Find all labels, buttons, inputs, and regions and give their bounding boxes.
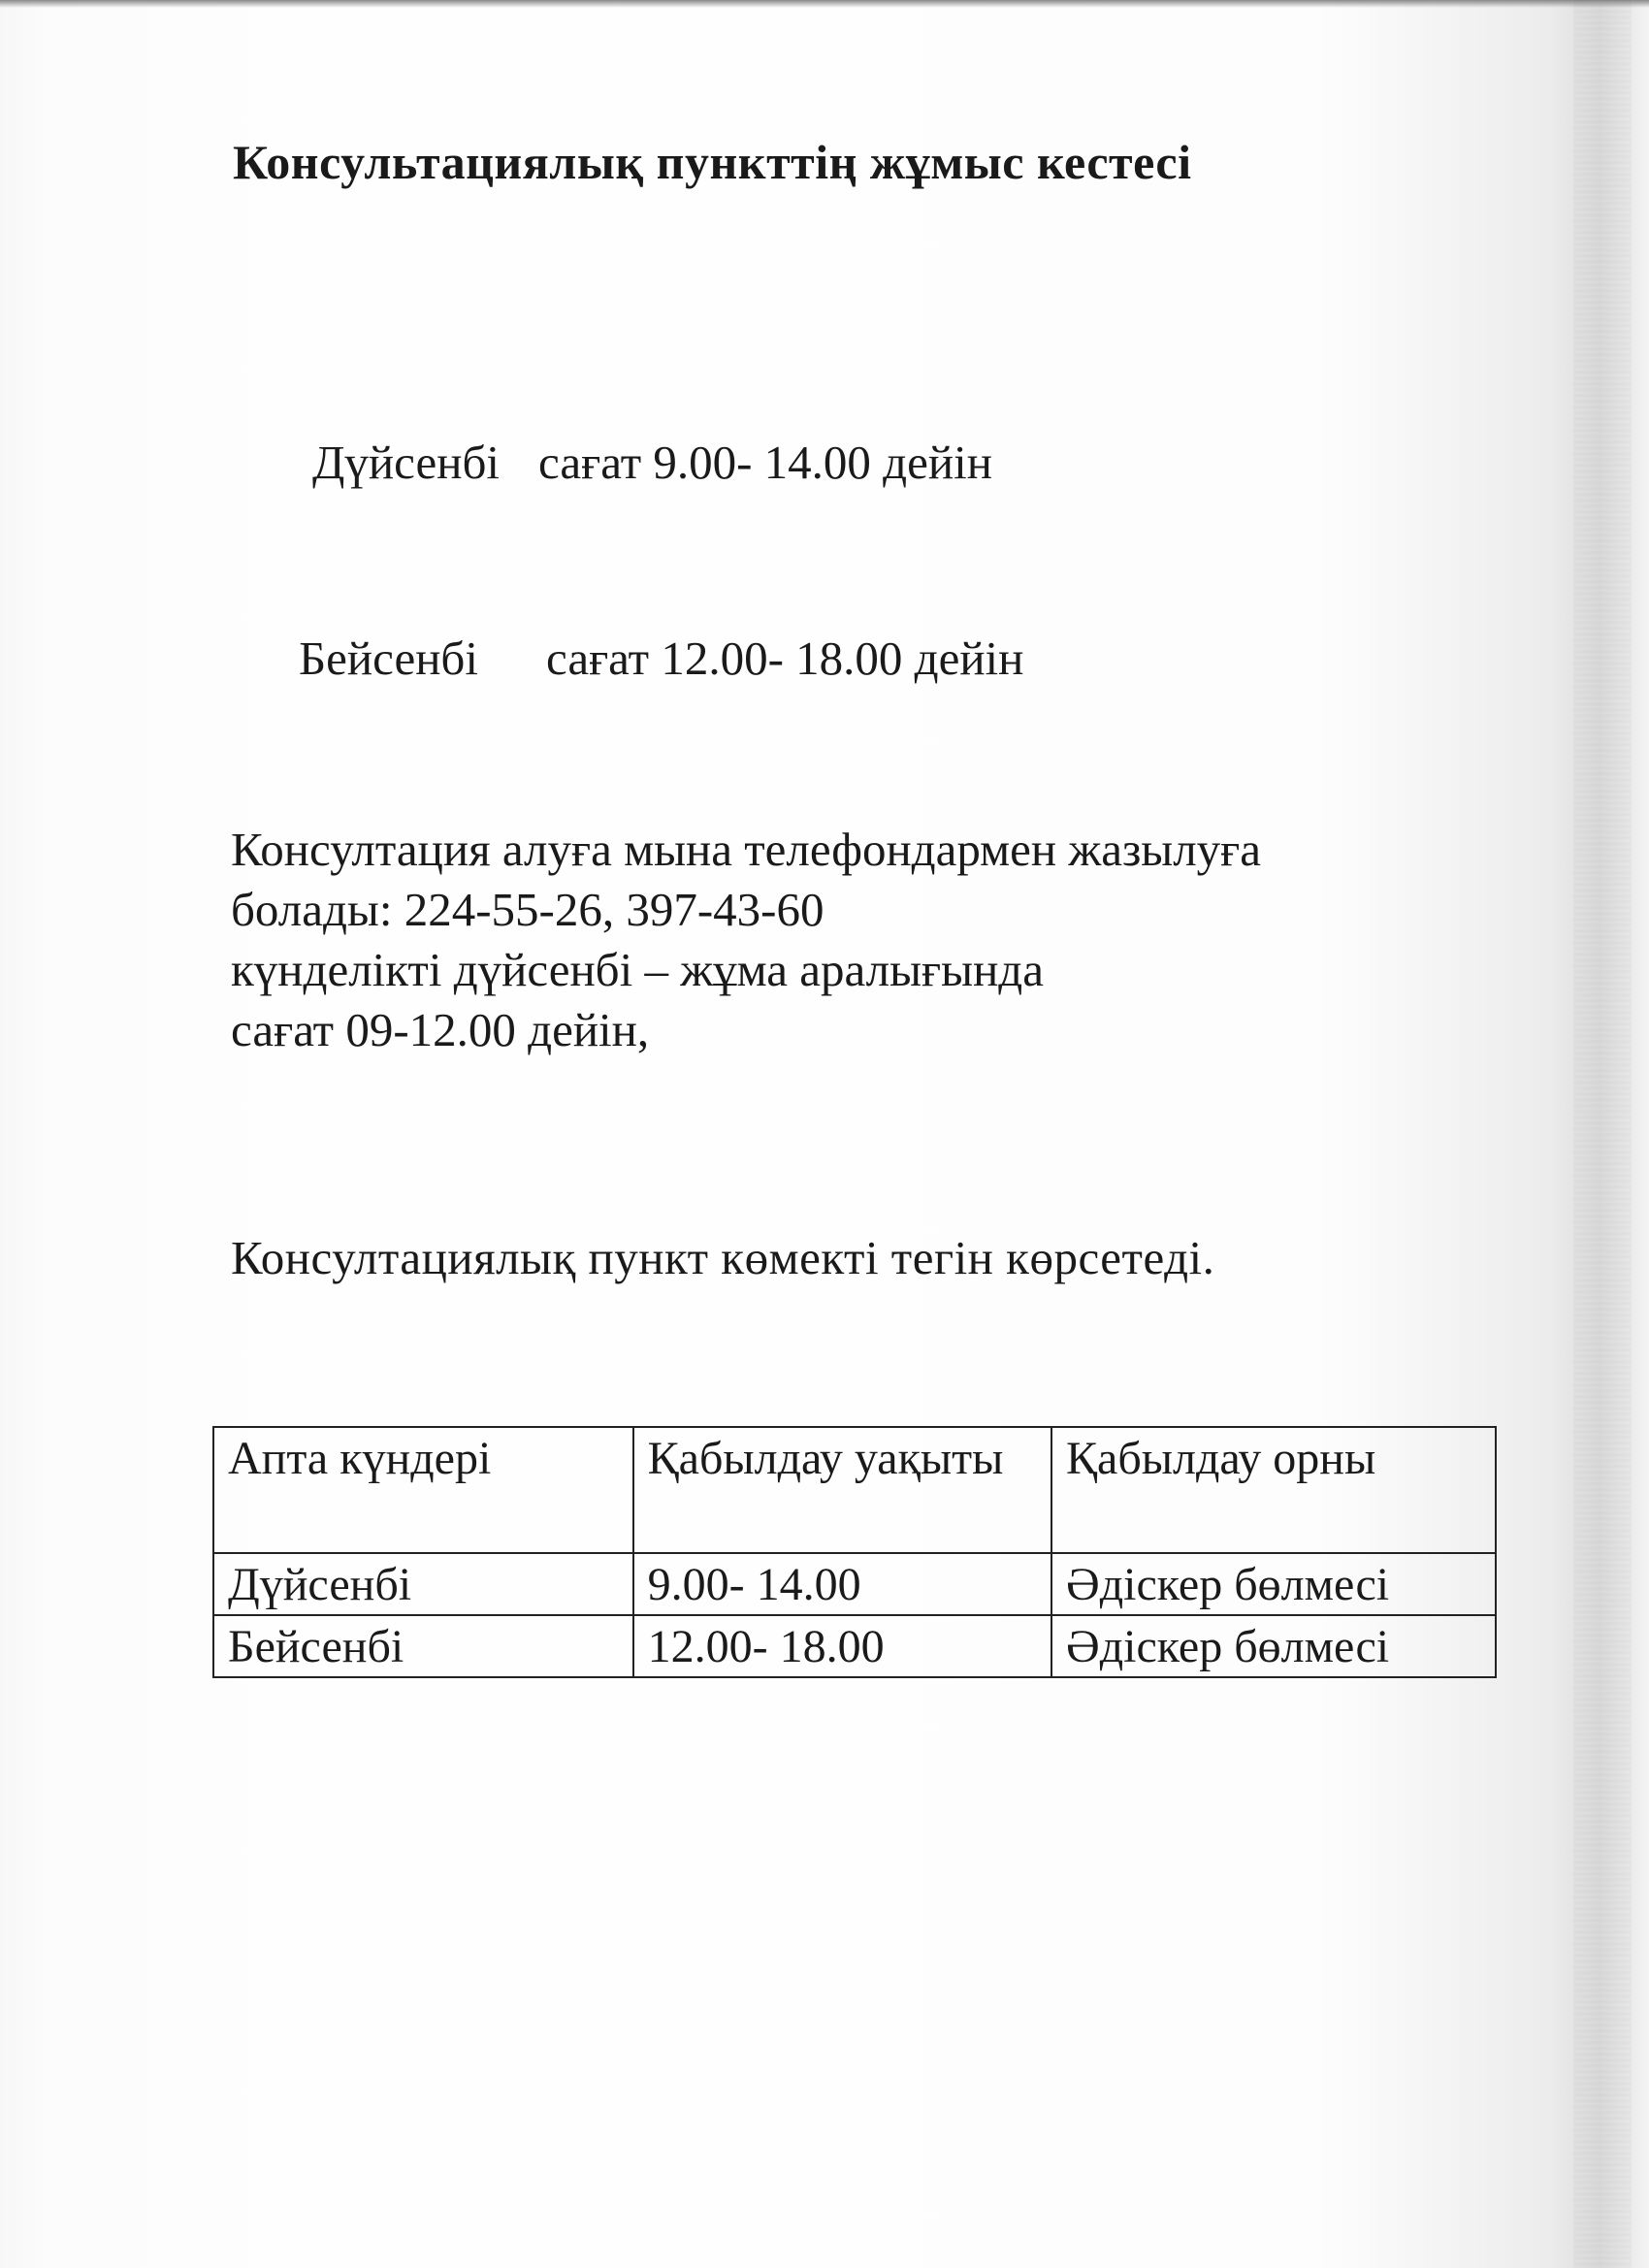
paragraph-line: күнделікті дүйсенбі – жұма аралығында [231, 943, 1044, 996]
schedule-time: 12.00- 18.00 дейін [661, 632, 1024, 685]
table-row [213, 1553, 1496, 1615]
header-reception-place: Қабылдау орны [1051, 1427, 1496, 1553]
header-reception-time: Қабылдау уақыты [633, 1427, 1051, 1553]
consultation-paragraph [231, 820, 1261, 1060]
free-help-note: Консултациялық пункт көмекті тегін көрсетеді. [231, 1231, 1215, 1284]
schedule-label: сағат [538, 436, 642, 489]
cell-time: 9.00- 14.00 [633, 1553, 1051, 1615]
cell-place: Әдіскер бөлмесі [1051, 1553, 1496, 1615]
schedule-day: Бейсенбі [299, 632, 478, 685]
schedule-line-monday [312, 435, 992, 490]
cell-day: Дүйсенбі [213, 1553, 633, 1615]
schedule-label: сағат [545, 632, 650, 685]
schedule-day: Дүйсенбі [312, 436, 501, 489]
header-weekdays: Апта күндері [213, 1427, 633, 1553]
cell-day: Бейсенбі [213, 1615, 633, 1677]
scan-right-edge [1573, 0, 1632, 2268]
document-title: Консультациялық пункттің жұмыс кестесі [233, 135, 1192, 189]
cell-time: 12.00- 18.00 [633, 1615, 1051, 1677]
paragraph-line: сағат 09-12.00 дейін, [231, 1003, 650, 1056]
schedule-time: 9.00- 14.00 дейін [653, 436, 992, 489]
schedule-table [212, 1426, 1497, 1678]
scan-top-edge [0, 0, 1649, 8]
schedule-line-thursday [299, 631, 1023, 686]
paragraph-line: Консултация алуға мына телефондармен жазылуға [231, 823, 1262, 876]
table-row [213, 1615, 1496, 1677]
cell-place: Әдіскер бөлмесі [1051, 1615, 1496, 1677]
table-header-row [213, 1427, 1496, 1553]
paragraph-line-phones: болады: 224-55-26, 397-43-60 [231, 883, 824, 936]
